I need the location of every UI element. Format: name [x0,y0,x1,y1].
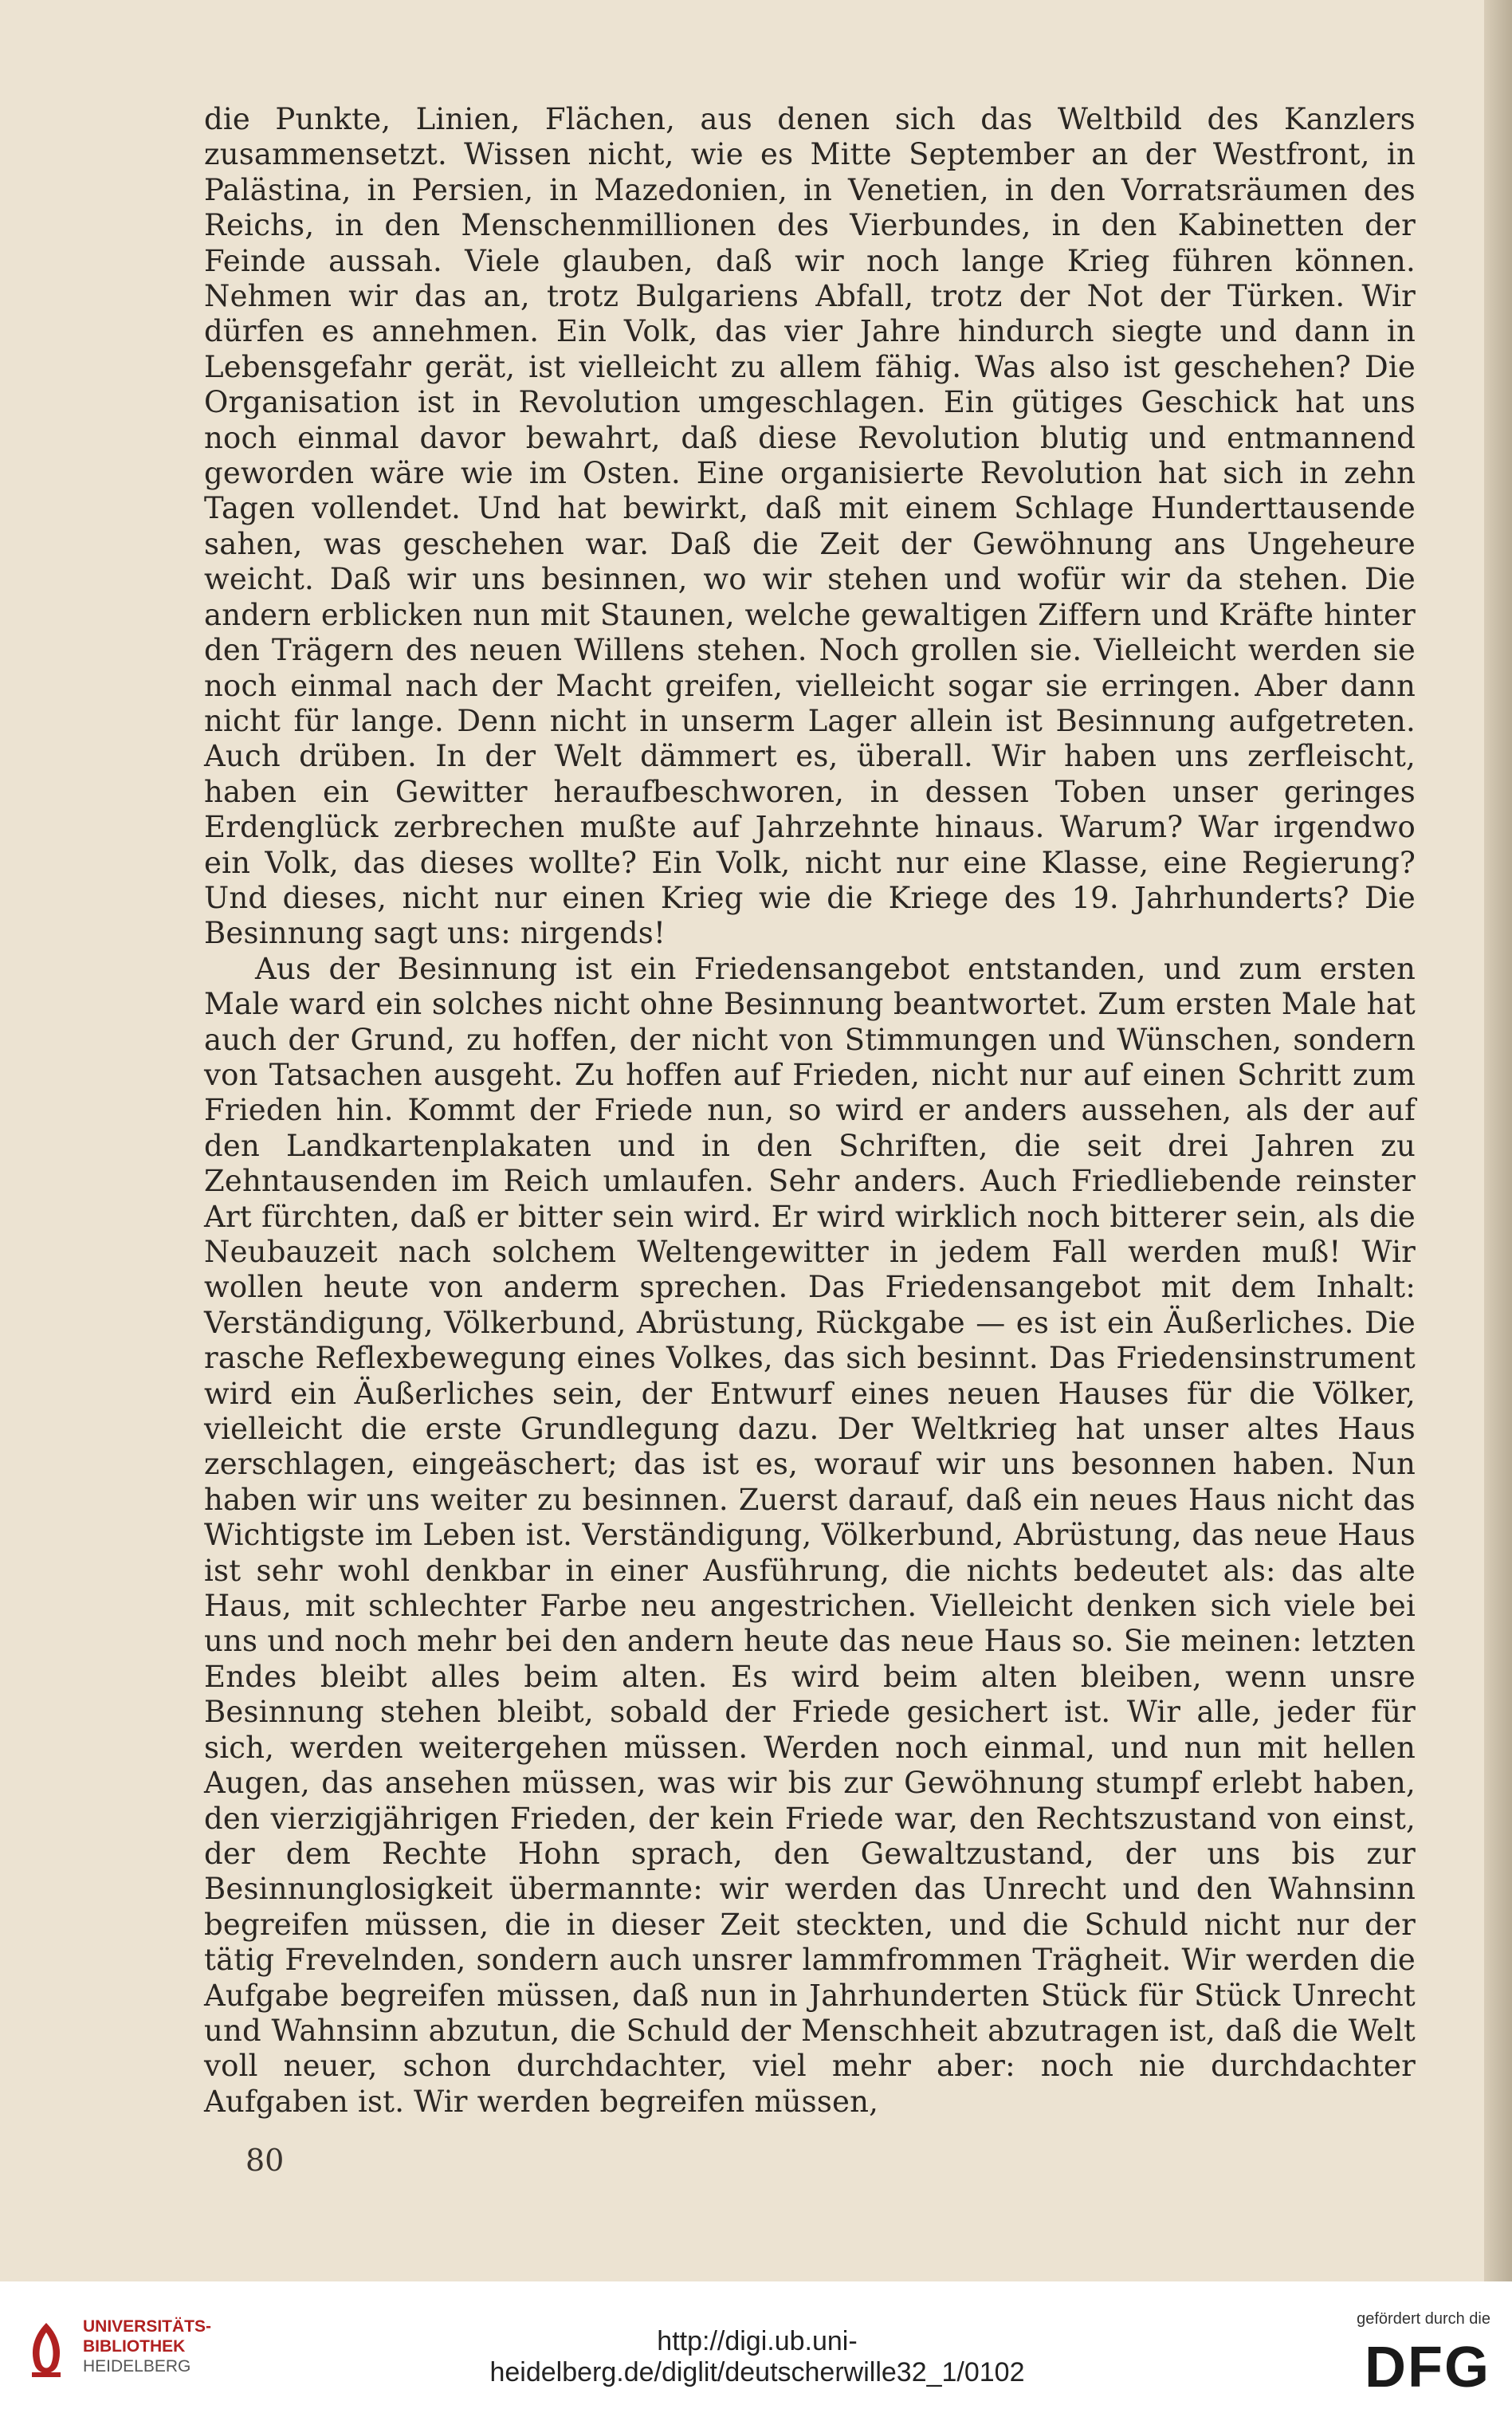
source-url-link[interactable]: http://digi.ub.uni-heidelberg.de/diglit/deutscherwille32_1/0102 [489,2326,1025,2387]
institution-line-1: UNIVERSITÄTS- [83,2317,212,2336]
dfg-logo: DFG [1365,2336,1490,2399]
institution-name [83,2317,211,2376]
institution-line-2: BIBLIOTHEK [83,2337,186,2356]
body-text [204,102,1416,2120]
funding-caption: gefördert durch die [1357,2310,1490,2328]
paper-edge [1484,0,1512,2281]
page-number: 80 [245,2143,285,2178]
university-library-logo-icon [24,2321,69,2380]
paragraph-2: Aus der Besinnung ist ein Friedensangebot entstanden, und zum ersten Male ward ein solches nicht ohne Besinnung beantwortet. Zum ersten Male hat auch der Grund, zu hoffen, der nicht von Stimmungen und Wünschen, sondern von Tatsachen ausgeht. Zu hoffen auf Frieden, nicht nur auf einen Schritt zum Frieden hin. Kommt der Friede nun, so wird er anders aussehen, als der auf den Landkartenplakaten und in den Schriften, die seit drei Jahren zu Zehntausenden im Reich umlaufen. Sehr anders. Auch Friedliebende reinster Art fürchten, daß er bitter sein wird. Er wird wirklich noch bitterer sein, als die Neubauzeit nach solchem Weltengewitter in jedem Fall werden muß! Wir wollen heute von anderm sprechen. Das Friedensangebot mit dem Inhalt: Verständigung, Völkerbund, Abrüstung, Rückgabe — es ist ein Äußerliches. Die rasche Reflexbewegung eines Volkes, das sich besinnt. Das Friedensinstrument wird ein Äußerliches sein, der Entwurf eines neuen Hauses für die Völker, vielleicht die erste Grundlegung dazu. Der Weltkrieg hat unser altes Haus zerschlagen, eingeäschert; das ist es, worauf wir uns besonnen haben. Nun haben wir uns weiter zu besinnen. Zuerst darauf, daß ein neues Haus nicht das Wichtigste im Leben ist. Verständigung, Völkerbund, Abrüstung, das neue Haus ist sehr wohl denkbar in einer Ausführung, die nichts bedeutet als: das alte Haus, mit schlechter Farbe neu angestrichen. Vielleicht denken sich viele bei uns und noch mehr bei den andern heute das neue Haus so. Sie meinen: letzten Endes bleibt alles beim alten. Es wird beim alten bleiben, wenn unsre Besinnung stehen bleibt, sobald der Friede gesichert ist. Wir alle, jeder für sich, werden weitergehen müssen. Werden noch einmal, und nun mit hellen Augen, das ansehen müssen, was wir bis zur Gewöhnung stumpf erlebt haben, den vierzigjährigen Frieden, der kein Friede war, den Rechtszustand von einst, der dem Rechte Hohn sprach, den Gewaltzustand, der uns bis zur Besinnunglosigkeit übermannte: wir werden das Unrecht und den Wahnsinn begreifen müssen, die in dieser Zeit steckten, und die Schuld nicht nur der tätig Frevelnden, sondern auch unsrer lammfrommen Trägheit. Wir werden die Aufgabe begreifen müssen, daß nun in Jahrhunderten Stück für Stück Unrecht und Wahnsinn abzutun, die Schuld der Menschheit abzutragen ist, daß die Welt voll neuer, schon durchdachter, viel mehr aber: noch nie durchdachter Aufgaben ist. Wir werden begreifen müssen, [204,951,1416,2119]
footer-bar [0,2281,1512,2409]
paragraph-1: die Punkte, Linien, Flächen, aus denen sich das Weltbild des Kanzlers zusammensetzt. Wissen nicht, wie es Mitte September an der Westfront, in Palästina, in Persien, in Mazedonien, in Venetien, in den Vorratsräumen des Reichs, in den Menschenmillionen des Vierbundes, in den Kabinetten der Feinde aussah. Viele glauben, daß wir noch lange Krieg führen können. Nehmen wir das an, trotz Bulgariens Abfall, trotz der Not der Türken. Wir dürfen es annehmen. Ein Volk, das vier Jahre hindurch siegte und dann in Lebensgefahr gerät, ist vielleicht zu allem fähig. Was also ist geschehen? Die Organisation ist in Revolution umgeschlagen. Ein gütiges Geschick hat uns noch einmal davor bewahrt, daß diese Revolution blutig und entmannend geworden wäre wie im Osten. Eine organisierte Revolution hat sich in zehn Tagen vollendet. Und hat bewirkt, daß mit einem Schlage Hunderttausende sahen, was geschehen war. Daß die Zeit der Gewöhnung ans Ungeheure weicht. Daß wir uns besinnen, wo wir stehen und wofür wir da stehen. Die andern erblicken nun mit Staunen, welche gewaltigen Ziffern und Kräfte hinter den Trägern des neuen Willens stehen. Noch grollen sie. Vielleicht werden sie noch einmal nach der Macht greifen, vielleicht sogar sie erringen. Aber dann nicht für lange. Denn nicht in unserm Lager allein ist Besinnung aufgetreten. Auch drüben. In der Welt dämmert es, überall. Wir haben uns zerfleischt, haben ein Gewitter heraufbeschworen, in dessen Toben unser geringes Erdenglück zerbrechen mußte auf Jahrzehnte hinaus. Warum? War irgendwo ein Volk, das dieses wollte? Ein Volk, nicht nur eine Klasse, eine Regierung? Und dieses, nicht nur einen Krieg wie die Kriege des 19. Jahrhunderts? Die Besinnung sagt uns: nirgends! [204,102,1416,951]
institution-line-3: HEIDELBERG [83,2357,191,2376]
